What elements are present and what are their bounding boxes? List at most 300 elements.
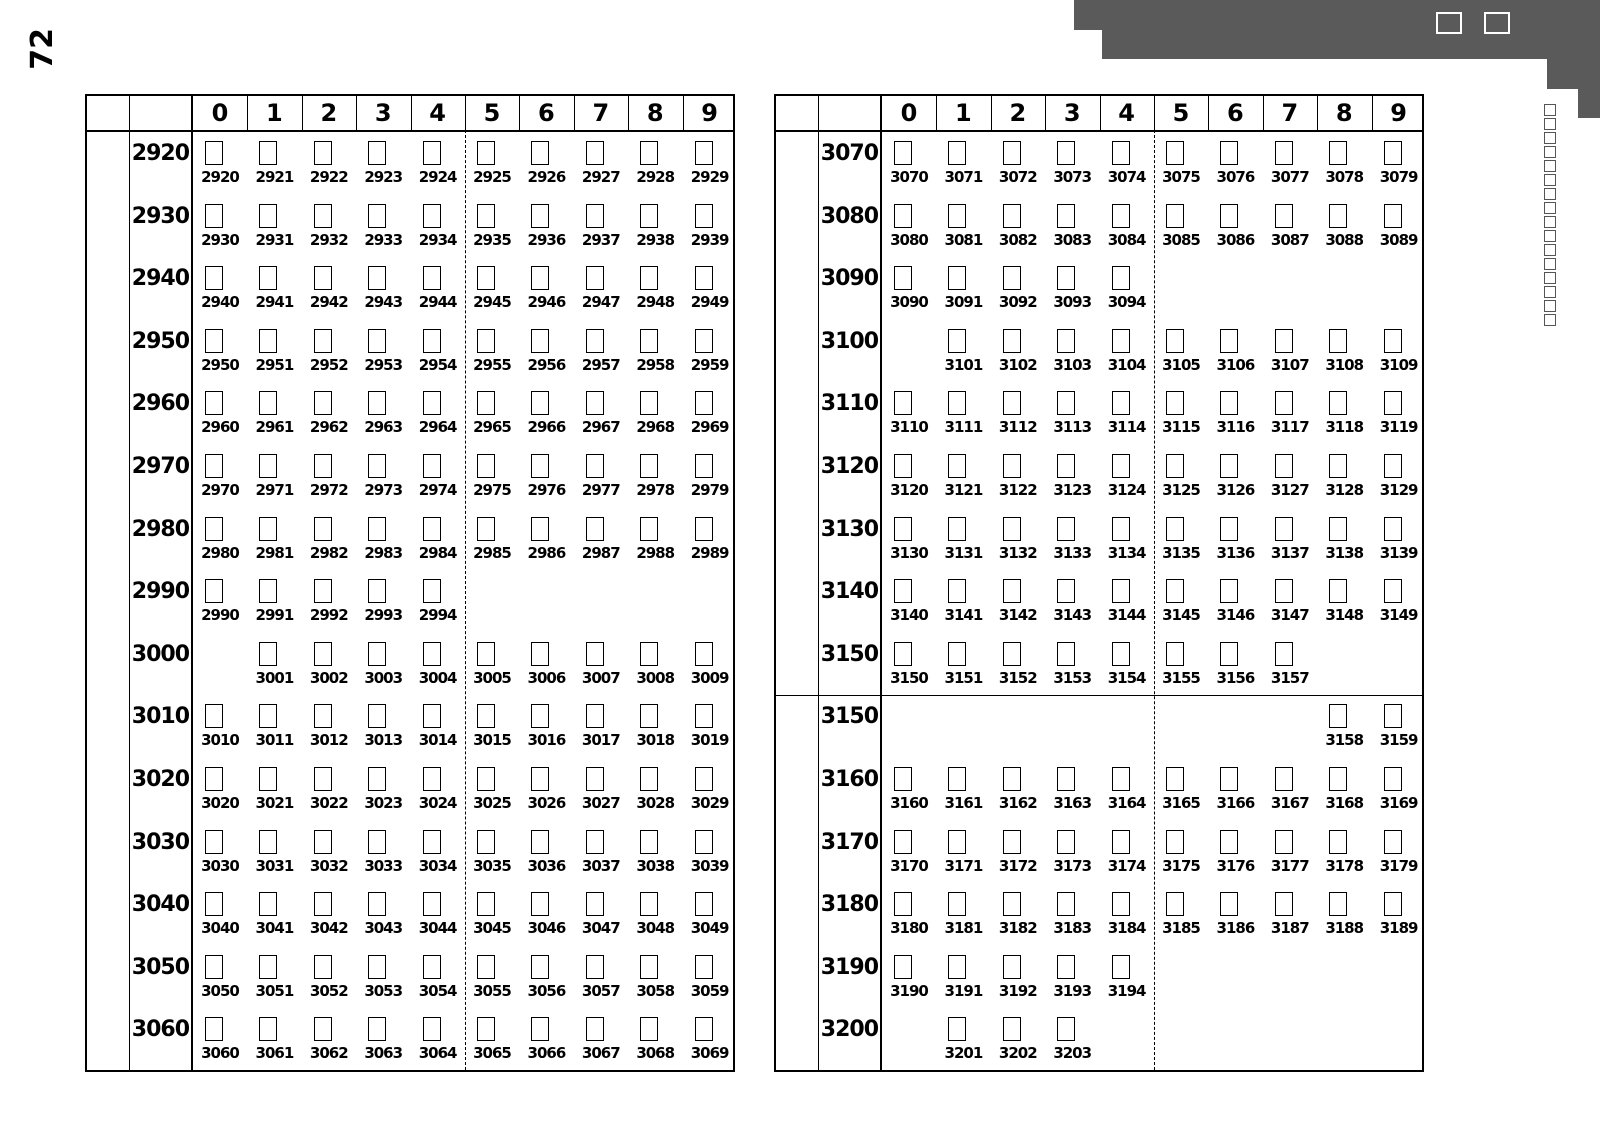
character-code-table-right xyxy=(774,94,1424,1072)
table-cell xyxy=(465,130,519,192)
table-cell xyxy=(936,130,990,192)
character-code: 3147 xyxy=(1270,606,1309,625)
row-label: 2920 xyxy=(131,141,189,166)
character-code: 3103 xyxy=(1053,355,1092,374)
table-cell xyxy=(991,443,1045,505)
character-glyph xyxy=(531,767,549,791)
character-code: 3129 xyxy=(1379,481,1418,499)
character-code: 3039 xyxy=(690,856,729,875)
table-cell xyxy=(1154,380,1208,442)
table-cell xyxy=(465,693,519,755)
character-code: 3159 xyxy=(1379,731,1418,750)
character-glyph xyxy=(1112,204,1130,228)
table-cell xyxy=(302,443,356,505)
character-glyph xyxy=(1057,329,1075,353)
character-code: 2965 xyxy=(473,418,511,437)
character-glyph xyxy=(1003,892,1021,916)
table-cell xyxy=(574,944,628,1006)
character-glyph xyxy=(531,204,549,228)
character-glyph xyxy=(1220,517,1238,541)
character-glyph xyxy=(368,391,386,415)
table-cell xyxy=(882,631,936,693)
character-code: 3058 xyxy=(636,981,675,1000)
row-label: 3150 xyxy=(820,704,878,730)
character-code: 3042 xyxy=(309,919,348,938)
character-code: 3149 xyxy=(1379,606,1418,625)
row-label: 3070 xyxy=(820,141,878,166)
character-glyph xyxy=(1220,892,1238,916)
character-glyph xyxy=(477,141,495,165)
character-glyph xyxy=(894,391,912,415)
character-code: 2948 xyxy=(636,293,675,312)
character-glyph xyxy=(1220,454,1238,478)
character-code: 3086 xyxy=(1216,230,1255,249)
character-code: 2956 xyxy=(527,355,566,374)
character-glyph xyxy=(948,204,966,228)
table-cell xyxy=(1372,756,1426,818)
table-cell xyxy=(356,693,410,755)
character-code: 3092 xyxy=(998,293,1037,312)
character-glyph xyxy=(477,329,495,353)
row-label: 3200 xyxy=(820,1017,878,1043)
character-code: 3082 xyxy=(998,230,1037,249)
character-glyph xyxy=(695,955,713,979)
character-glyph xyxy=(1329,830,1347,854)
row-label: 2940 xyxy=(131,266,189,292)
character-code: 2985 xyxy=(473,543,511,562)
character-code: 3187 xyxy=(1270,919,1309,938)
character-glyph xyxy=(640,391,658,415)
table-cell xyxy=(882,819,936,881)
character-code: 2963 xyxy=(364,418,403,437)
character-code: 3094 xyxy=(1107,293,1146,312)
character-code: 2964 xyxy=(418,418,457,437)
table-cell xyxy=(193,130,247,192)
column-header-divider xyxy=(1045,96,1046,130)
character-glyph xyxy=(1057,517,1075,541)
character-glyph xyxy=(1384,892,1402,916)
character-code: 3145 xyxy=(1162,606,1200,625)
table-cell xyxy=(302,506,356,568)
character-code: 3081 xyxy=(944,230,983,249)
character-code: 3071 xyxy=(944,168,983,186)
character-glyph xyxy=(1384,517,1402,541)
character-glyph xyxy=(1220,329,1238,353)
character-code: 2992 xyxy=(309,606,348,625)
character-glyph xyxy=(368,955,386,979)
column-header-divider xyxy=(574,96,575,130)
character-code: 3171 xyxy=(944,856,983,875)
character-glyph xyxy=(531,454,549,478)
character-code: 2939 xyxy=(690,230,729,249)
character-code: 3067 xyxy=(581,1044,620,1063)
character-glyph xyxy=(1057,204,1075,228)
character-glyph xyxy=(1112,329,1130,353)
side-index-glyph xyxy=(1544,118,1556,130)
table-cell xyxy=(1154,756,1208,818)
character-glyph xyxy=(205,204,223,228)
character-code: 3035 xyxy=(473,856,511,875)
character-code: 3015 xyxy=(473,731,511,750)
character-glyph xyxy=(1057,892,1075,916)
character-glyph xyxy=(259,329,277,353)
character-code: 3101 xyxy=(944,355,983,374)
character-glyph xyxy=(477,266,495,290)
character-code: 3117 xyxy=(1270,418,1309,437)
group-column xyxy=(776,96,819,1070)
row-label: 3180 xyxy=(820,892,878,918)
table-cell xyxy=(628,193,682,255)
character-code: 3154 xyxy=(1107,668,1146,687)
character-glyph xyxy=(1003,579,1021,603)
character-code: 3009 xyxy=(690,668,729,687)
character-glyph xyxy=(477,830,495,854)
table-cell xyxy=(247,944,301,1006)
table-cell xyxy=(574,819,628,881)
character-glyph xyxy=(1275,767,1293,791)
character-glyph xyxy=(205,892,223,916)
character-code: 3014 xyxy=(418,731,457,750)
table-cell xyxy=(936,944,990,1006)
character-code: 3186 xyxy=(1216,919,1255,938)
character-glyph xyxy=(894,141,912,165)
character-glyph xyxy=(314,204,332,228)
character-code: 2961 xyxy=(255,418,294,437)
character-code: 3167 xyxy=(1270,794,1309,812)
character-glyph xyxy=(368,204,386,228)
table-cell xyxy=(1372,506,1426,568)
character-glyph xyxy=(1275,892,1293,916)
character-glyph xyxy=(477,955,495,979)
character-code: 3182 xyxy=(998,919,1037,938)
table-cell xyxy=(1372,130,1426,192)
character-glyph xyxy=(1220,204,1238,228)
character-code: 2923 xyxy=(364,168,403,186)
table-cell xyxy=(1154,881,1208,943)
character-glyph xyxy=(423,892,441,916)
character-glyph xyxy=(640,830,658,854)
character-glyph xyxy=(1166,517,1184,541)
character-code: 3031 xyxy=(255,856,294,875)
character-glyph xyxy=(948,955,966,979)
character-code: 3120 xyxy=(890,481,928,499)
character-code: 2938 xyxy=(636,230,675,249)
character-code: 3166 xyxy=(1216,794,1255,812)
table-cell xyxy=(1100,255,1154,317)
character-glyph xyxy=(259,579,277,603)
table-cell xyxy=(683,693,737,755)
character-code: 2940 xyxy=(201,293,239,312)
character-code: 3169 xyxy=(1379,794,1418,812)
character-code: 2984 xyxy=(418,543,457,562)
table-cell xyxy=(193,380,247,442)
row-label: 3040 xyxy=(131,892,189,918)
side-index-glyph xyxy=(1544,188,1556,200)
column-header-divider xyxy=(302,96,303,130)
table-cell xyxy=(574,693,628,755)
table-cell xyxy=(519,130,573,192)
table-cell xyxy=(628,881,682,943)
table-cell xyxy=(1372,819,1426,881)
character-code: 3125 xyxy=(1162,481,1200,499)
table-cell xyxy=(628,318,682,380)
table-cell xyxy=(683,944,737,1006)
character-glyph xyxy=(1329,704,1347,728)
side-index-glyph xyxy=(1544,202,1556,214)
table-cell xyxy=(411,881,465,943)
table-cell xyxy=(411,318,465,380)
table-cell xyxy=(991,130,1045,192)
table-cell xyxy=(1100,318,1154,380)
character-glyph xyxy=(314,517,332,541)
character-glyph xyxy=(1003,517,1021,541)
character-code: 3114 xyxy=(1107,418,1146,437)
table-cell xyxy=(1100,506,1154,568)
table-cell xyxy=(356,130,410,192)
character-glyph xyxy=(531,517,549,541)
character-glyph xyxy=(423,704,441,728)
character-glyph xyxy=(259,642,277,666)
character-code: 3110 xyxy=(890,418,928,437)
table-cell xyxy=(193,881,247,943)
side-index-glyph xyxy=(1544,258,1556,270)
table-cell xyxy=(356,819,410,881)
table-cell xyxy=(1372,568,1426,630)
character-glyph xyxy=(1329,579,1347,603)
character-code: 3027 xyxy=(581,794,620,812)
character-code: 2943 xyxy=(364,293,403,312)
character-glyph xyxy=(1275,830,1293,854)
table-cell xyxy=(193,693,247,755)
character-glyph xyxy=(205,579,223,603)
character-glyph xyxy=(205,391,223,415)
character-code: 3138 xyxy=(1325,543,1364,562)
character-code: 3028 xyxy=(636,794,675,812)
table-cell xyxy=(1154,506,1208,568)
character-code: 3057 xyxy=(581,981,620,1000)
character-code: 2975 xyxy=(473,481,511,499)
character-glyph xyxy=(948,517,966,541)
character-code: 3184 xyxy=(1107,919,1146,938)
character-glyph xyxy=(640,704,658,728)
character-code: 3078 xyxy=(1325,168,1364,186)
character-code: 3105 xyxy=(1162,355,1200,374)
character-glyph xyxy=(948,266,966,290)
table-cell xyxy=(574,756,628,818)
character-code: 3163 xyxy=(1053,794,1092,812)
column-header: 7 xyxy=(592,99,610,127)
character-glyph xyxy=(259,704,277,728)
character-glyph xyxy=(1003,955,1021,979)
row-label: 3100 xyxy=(820,328,878,354)
character-code: 2981 xyxy=(255,543,294,562)
character-code: 2991 xyxy=(255,606,294,625)
table-cell xyxy=(1372,380,1426,442)
table-cell xyxy=(356,944,410,1006)
character-code: 3037 xyxy=(581,856,620,875)
table-cell xyxy=(1100,756,1154,818)
table-cell xyxy=(247,255,301,317)
table-cell xyxy=(1317,881,1371,943)
character-glyph xyxy=(423,830,441,854)
table-cell xyxy=(882,756,936,818)
table-cell xyxy=(1372,193,1426,255)
table-cell xyxy=(936,443,990,505)
character-code: 3029 xyxy=(690,794,729,812)
character-glyph xyxy=(423,329,441,353)
character-glyph xyxy=(640,204,658,228)
character-glyph xyxy=(1057,767,1075,791)
table-cell xyxy=(991,380,1045,442)
character-code: 3005 xyxy=(473,668,511,687)
character-code: 3168 xyxy=(1325,794,1364,812)
table-cell xyxy=(1045,756,1099,818)
character-glyph xyxy=(640,141,658,165)
side-index-glyph xyxy=(1544,216,1556,228)
character-code: 3090 xyxy=(890,293,928,312)
column-header: 8 xyxy=(646,99,664,127)
table-cell xyxy=(302,318,356,380)
character-glyph xyxy=(368,266,386,290)
character-code: 3128 xyxy=(1325,481,1364,499)
table-cell xyxy=(519,881,573,943)
character-glyph xyxy=(259,141,277,165)
character-glyph xyxy=(1384,329,1402,353)
table-cell xyxy=(991,944,1045,1006)
character-code-table-left xyxy=(85,94,735,1072)
character-code: 3049 xyxy=(690,919,729,938)
table-cell xyxy=(936,380,990,442)
character-glyph xyxy=(1003,329,1021,353)
character-code: 3079 xyxy=(1379,168,1418,186)
table-cell xyxy=(411,255,465,317)
character-code: 2974 xyxy=(418,481,457,499)
table-cell xyxy=(574,193,628,255)
character-glyph xyxy=(695,454,713,478)
table-cell xyxy=(356,506,410,568)
row-label: 3150 xyxy=(820,641,878,667)
character-glyph xyxy=(586,704,604,728)
character-code: 3063 xyxy=(364,1044,403,1063)
column-header: 9 xyxy=(1390,99,1407,127)
character-glyph xyxy=(259,892,277,916)
table-cell xyxy=(411,819,465,881)
table-cell xyxy=(356,255,410,317)
character-glyph xyxy=(894,767,912,791)
character-glyph xyxy=(1384,141,1402,165)
row-label: 2960 xyxy=(131,391,189,417)
character-code: 3012 xyxy=(309,731,348,750)
character-glyph xyxy=(259,1017,277,1041)
table-cell xyxy=(936,756,990,818)
character-code: 2925 xyxy=(473,168,511,186)
table-cell xyxy=(1263,443,1317,505)
character-code: 3066 xyxy=(527,1044,566,1063)
table-cell xyxy=(1154,568,1208,630)
table-cell xyxy=(411,693,465,755)
table-cell xyxy=(991,568,1045,630)
character-code: 2935 xyxy=(473,230,511,249)
character-glyph xyxy=(1003,767,1021,791)
side-index-glyph xyxy=(1544,314,1556,326)
table-cell xyxy=(411,631,465,693)
table-cell xyxy=(882,130,936,192)
column-header-divider xyxy=(356,96,357,130)
table-cell xyxy=(628,944,682,1006)
table-cell xyxy=(519,193,573,255)
character-code: 3175 xyxy=(1162,856,1200,875)
column-header: 5 xyxy=(1172,99,1190,127)
character-glyph xyxy=(368,454,386,478)
column-header: 1 xyxy=(266,99,283,127)
character-code: 3026 xyxy=(527,794,566,812)
character-glyph xyxy=(314,329,332,353)
character-glyph xyxy=(1057,642,1075,666)
table-cell xyxy=(882,255,936,317)
character-glyph xyxy=(368,329,386,353)
character-code: 3156 xyxy=(1216,668,1255,687)
row-label: 3110 xyxy=(820,391,878,417)
character-code: 3003 xyxy=(364,668,403,687)
column-header-divider xyxy=(991,96,992,130)
table-cell xyxy=(936,255,990,317)
character-glyph xyxy=(314,642,332,666)
character-glyph xyxy=(368,830,386,854)
character-glyph xyxy=(205,454,223,478)
table-cell xyxy=(247,130,301,192)
table-cell xyxy=(1154,819,1208,881)
table-cell xyxy=(411,756,465,818)
character-code: 3164 xyxy=(1107,794,1146,812)
character-code: 3126 xyxy=(1216,481,1255,499)
character-code: 3130 xyxy=(890,543,928,562)
character-code: 2952 xyxy=(309,355,348,374)
column-header: 9 xyxy=(701,99,718,127)
side-index-glyph xyxy=(1544,104,1556,116)
table-cell xyxy=(1208,130,1262,192)
table-cell xyxy=(1208,881,1262,943)
character-glyph xyxy=(586,1017,604,1041)
character-glyph xyxy=(948,1017,966,1041)
table-cell xyxy=(628,1006,682,1068)
character-code: 3179 xyxy=(1379,856,1418,875)
character-code: 2982 xyxy=(309,543,348,562)
table-cell xyxy=(193,756,247,818)
character-glyph xyxy=(314,454,332,478)
character-glyph xyxy=(948,892,966,916)
row-label: 2990 xyxy=(131,579,189,605)
table-cell xyxy=(882,193,936,255)
table-cell xyxy=(574,443,628,505)
table-cell xyxy=(356,443,410,505)
table-cell xyxy=(683,443,737,505)
character-glyph xyxy=(259,955,277,979)
table-cell xyxy=(683,193,737,255)
character-code: 3115 xyxy=(1162,418,1200,437)
table-cell xyxy=(1154,631,1208,693)
character-glyph xyxy=(1384,579,1402,603)
character-glyph xyxy=(1275,517,1293,541)
table-cell xyxy=(356,318,410,380)
table-cell xyxy=(411,506,465,568)
table-cell xyxy=(1372,693,1426,755)
character-code: 3132 xyxy=(998,543,1037,562)
character-glyph xyxy=(1166,767,1184,791)
character-glyph xyxy=(640,266,658,290)
character-code: 2957 xyxy=(581,355,620,374)
character-code: 2978 xyxy=(636,481,675,499)
character-glyph xyxy=(640,642,658,666)
